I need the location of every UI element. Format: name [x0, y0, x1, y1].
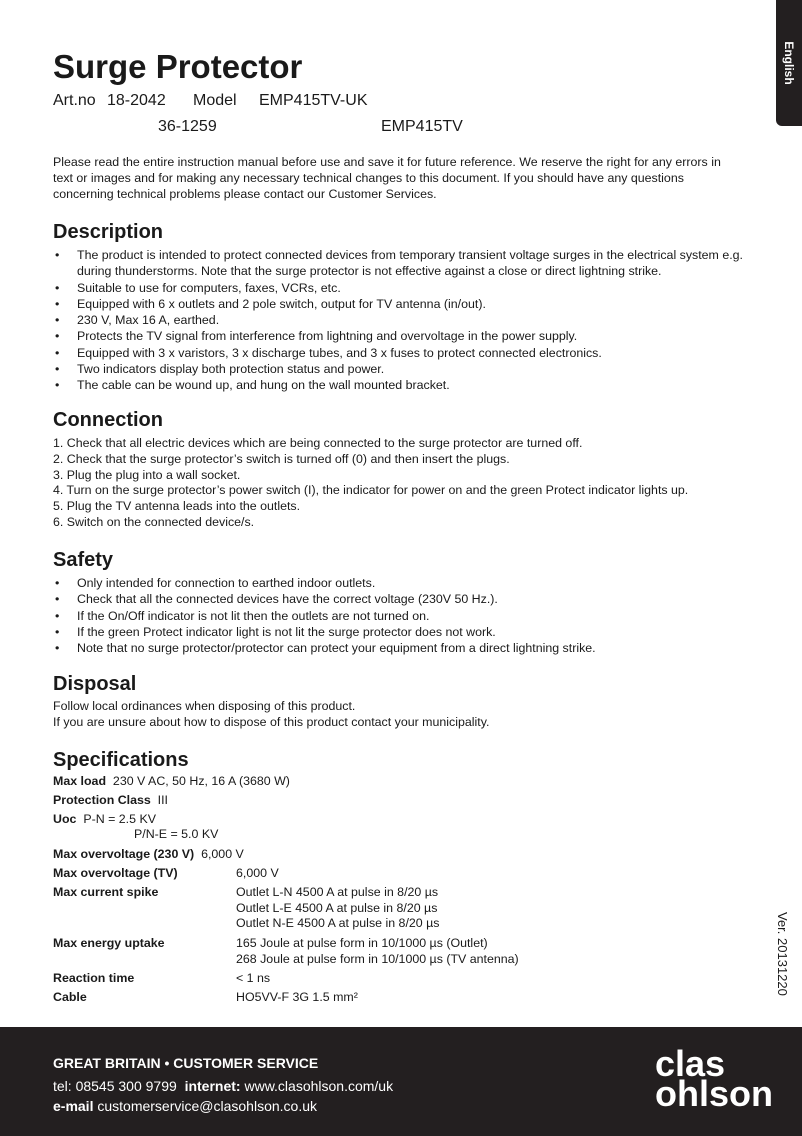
safety-list: [53, 575, 743, 656]
footer: [0, 1027, 802, 1136]
version-label: Ver. 20131220: [775, 912, 790, 996]
connection-heading: Connection: [53, 409, 163, 431]
logo-line-2: ohlson: [655, 1073, 773, 1114]
spec-max-current-spike-values: [236, 885, 439, 932]
safety-heading: Safety: [53, 549, 114, 571]
clas-ohlson-logo: [655, 1043, 773, 1114]
art-number-2: 36-1259: [158, 118, 217, 135]
specifications-heading: Specifications: [53, 749, 189, 771]
language-label: English: [782, 41, 796, 85]
spec-max-energy-values: [236, 936, 519, 967]
disposal-line-2: If you are unsure about how to dispose of this product contact your municipality.: [53, 715, 490, 729]
description-list: [53, 247, 743, 394]
footer-contact-line: [53, 1078, 393, 1094]
list-item: 6. Switch on the connected device/s.: [53, 514, 255, 529]
spec-value: 165 Joule at pulse form in 10/1000 µs (Outlet): [236, 936, 488, 950]
list-item: • If the On/Off indicator is not lit then the outlets are not turned on.: [53, 608, 743, 624]
list-item: 2. Check that the surge protector’s switch is turned off (0) and then insert the plugs.: [53, 451, 510, 466]
disposal-heading: Disposal: [53, 673, 137, 695]
spec-protection-class: [53, 793, 168, 808]
footer-email-line: [53, 1098, 317, 1114]
list-item: • 230 V, Max 16 A, earthed.: [53, 312, 743, 328]
list-item: • Two indicators display both protection status and power.: [53, 361, 743, 377]
description-heading: Description: [53, 221, 164, 243]
list-item: • Note that no surge protector/protector can protect your equipment from a direct lightning strike.: [53, 640, 743, 656]
spec-label: Max overvoltage (230 V): [53, 847, 195, 861]
footer-title: GREAT BRITAIN • CUSTOMER SERVICE: [53, 1055, 319, 1071]
spec-value: Outlet L-N 4500 A at pulse in 8/20 µs: [236, 885, 439, 899]
spec-value: 268 Joule at pulse form in 10/1000 µs (TV antenna): [236, 951, 519, 966]
spec-label: Max current spike: [53, 885, 159, 899]
spec-max-current-spike-label: [53, 885, 158, 900]
spec-uoc-2: P/N-E = 5.0 KV: [134, 827, 219, 841]
spec-label: Reaction time: [53, 971, 135, 985]
spec-max-overvoltage-tv-label: [53, 866, 178, 881]
tel-label: tel:: [53, 1078, 72, 1094]
model-label: Model: [193, 92, 237, 109]
list-item: • Only intended for connection to earthed indoor outlets.: [53, 575, 743, 591]
spec-value: 230 V AC, 50 Hz, 16 A (3680 W): [112, 774, 290, 788]
spec-max-energy-label: [53, 936, 165, 951]
spec-reaction-time-label: [53, 971, 134, 986]
spec-label: Max energy uptake: [53, 936, 165, 950]
list-item: 1. Check that all electric devices which are being connected to the surge protector are turned off.: [53, 436, 583, 450]
list-item: • If the green Protect indicator light is not lit the surge protector does not work.: [53, 624, 743, 640]
list-item: • Check that all the connected devices have the correct voltage (230V 50 Hz.).: [53, 591, 743, 607]
spec-label: Protection Class: [53, 793, 151, 807]
art-number-1: 18-2042: [107, 92, 166, 109]
tel-value[interactable]: 08545 300 9799: [75, 1078, 177, 1094]
spec-value: Outlet L-E 4500 A at pulse in 8/20 µs: [236, 900, 438, 915]
spec-reaction-time-value: < 1 ns: [236, 971, 271, 985]
spec-uoc: [53, 812, 156, 827]
internet-label: internet:: [184, 1078, 241, 1094]
spec-label: Max overvoltage (TV): [53, 866, 178, 880]
list-item: • Suitable to use for computers, faxes, VCRs, etc.: [53, 280, 743, 296]
spec-value: III: [157, 793, 168, 807]
internet-link[interactable]: www.clasohlson.com/uk: [244, 1078, 394, 1094]
page-title: Surge Protector: [53, 48, 303, 85]
spec-max-overvoltage-230: [53, 847, 244, 862]
list-item: 5. Plug the TV antenna leads into the outlets.: [53, 499, 301, 514]
list-item: 3. Plug the plug into a wall socket.: [53, 467, 241, 482]
list-item: • Equipped with 6 x outlets and 2 pole switch, output for TV antenna (in/out).: [53, 296, 743, 312]
spec-max-load: [53, 774, 290, 789]
spec-label: Cable: [53, 990, 87, 1004]
email-link[interactable]: customerservice@clasohlson.co.uk: [97, 1098, 317, 1114]
art-label: Art.no: [53, 92, 96, 109]
spec-value: 6,000 V: [201, 847, 244, 861]
model-number-1: EMP415TV-UK: [259, 92, 368, 109]
spec-cable-label: [53, 990, 87, 1005]
disposal-line-1: Follow local ordinances when disposing of this product.: [53, 699, 356, 713]
connection-list: [53, 436, 688, 531]
logo-line-1: clas: [655, 1043, 726, 1084]
spec-value: Outlet N-E 4500 A at pulse in 8/20 µs: [236, 916, 440, 930]
intro-text: Please read the entire instruction manual before use and save it for future reference. We reserve the right for any errors in text or images and for making any necessary technical changes to this document. If you should have any questions concerning technical problems please contact our Customer Services.: [53, 155, 721, 201]
spec-label: Uoc: [53, 812, 77, 826]
model-number-2: EMP415TV: [381, 118, 463, 135]
list-item: • Equipped with 3 x varistors, 3 x discharge tubes, and 3 x fuses to protect connected electronics.: [53, 345, 743, 361]
spec-value: P-N = 2.5 KV: [83, 812, 156, 826]
spec-label: Max load: [53, 774, 107, 788]
list-item: 4. Turn on the surge protector’s power switch (I), the indicator for power on and the green Protect indicator lights up.: [53, 483, 689, 498]
list-item: • The product is intended to protect connected devices from temporary transient voltage surges in the electrical system e.g. during thunderstorms. Note that the surge protector is not effective against a close or direct lightning strike.: [53, 247, 743, 280]
language-tab: [776, 0, 802, 126]
list-item: • The cable can be wound up, and hung on the wall mounted bracket.: [53, 377, 743, 393]
spec-cable-value: HO5VV-F 3G 1.5 mm²: [236, 990, 358, 1004]
list-item: • Protects the TV signal from interference from lightning and overvoltage in the power supply.: [53, 328, 743, 344]
spec-max-overvoltage-tv-value: 6,000 V: [236, 866, 279, 880]
email-label: e-mail: [53, 1098, 94, 1114]
